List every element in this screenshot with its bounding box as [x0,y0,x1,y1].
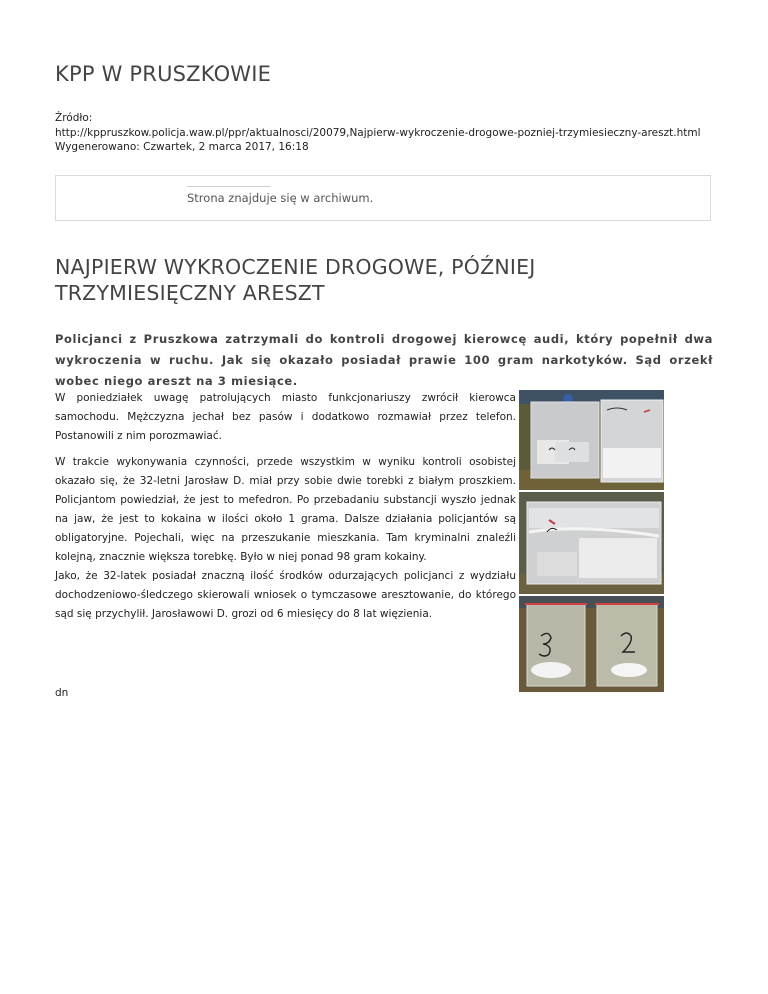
article-lead: Policjanci z Pruszkowa zatrzymali do kontroli drogowej kierowcę audi, który popełnił dwa wykroczenia w ruchu. Jak się okazało posiadał prawie 100 gram narkotyków. Sąd orzekł wobec niego areszt na 3 miesiące. [55,332,713,388]
archive-notice: Strona znajduje się w archiwum. [187,191,374,205]
article-title: NAJPIERW WYKROCZENIE DROGOWE, PÓŹNIEJ TRZYMIESIĘCZNY ARESZT [55,255,536,305]
divider [187,186,270,187]
author-signature: dn [55,687,69,699]
archive-notice-box [55,175,711,221]
article-paragraph-1: W poniedziałek uwagę patrolujących miasto funkcjonariuszy zwrócił kierowca samochodu. Mężczyzna jechał bez pasów i dodatkowo rozmawiał przez telefon. Postanowili z nim porozmawiać. [55,392,516,442]
article-paragraph-3: Jako, że 32-latek posiadał znaczną ilość środków odurzających policjanci z wydziału dochodzeniowo-śledczego skierowali wniosek o tymczasowe aresztowanie, do którego sąd się przychylił. Jarosławowi D. grozi od 6 miesięcy do 8 lat więzienia. [55,570,516,620]
source-meta [55,111,701,155]
site-title: KPP W PRUSZKOWIE [55,62,272,86]
evidence-photo-large-bag[interactable] [519,492,664,594]
evidence-photo-small-bags-image [519,390,664,490]
evidence-photo-numbered-bags[interactable] [519,596,664,692]
article-paragraph-2: W trakcie wykonywania czynności, przede wszystkim w wyniku kontroli osobistej okazało się, że 32-letni Jarosław D. miał przy sobie dwie torebki z białym proszkiem. Policjantom powiedział, że jest to mefedron. Po przebadaniu substancji wyszło jednak na jaw, że jest to kokaina w ilości około 1 grama. Dalsze działania policjantów są obligatoryjne. Pojechali, więc na przeszukanie mieszkania. Tam kryminalni znaleźli kolejną, znacznie większa torebkę. Było w niej ponad 98 gram kokainy. [55,456,516,563]
generated-date: Wygenerowano: Czwartek, 2 marca 2017, 16:18 [55,141,309,153]
source-label: Źródło: [55,112,93,124]
evidence-photo-large-bag-image [519,492,664,594]
evidence-photo-numbered-bags-image [519,596,664,692]
source-url[interactable]: http://kppruszkow.policja.waw.pl/ppr/aktualnosci/20079,Najpierw-wykroczenie-drogowe-pozniej-trzymiesieczny-areszt.html [55,126,701,139]
evidence-photo-small-bags[interactable] [519,390,664,490]
